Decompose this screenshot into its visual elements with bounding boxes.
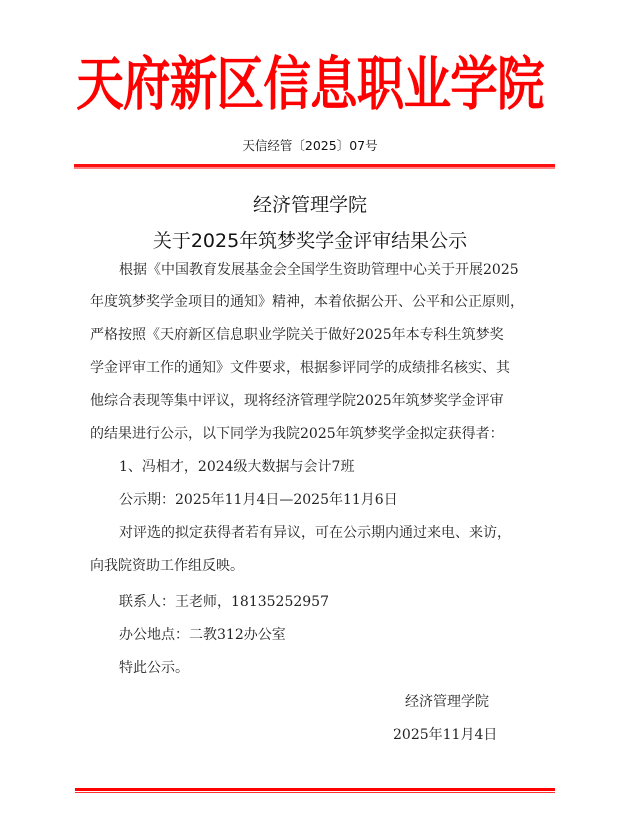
signature-department: 经济管理学院 [405, 694, 489, 710]
department-heading: 经济管理学院 [252, 194, 367, 216]
office-location: 办公地点：二教312办公室 [119, 627, 286, 643]
body-paragraph-line: 学金评审工作的通知》文件要求，根据参评同学的成绩排名核实、其 [90, 360, 510, 376]
signature-date: 2025年11月4日 [393, 727, 498, 743]
document-number: 天信经管〔2025〕07号 [242, 138, 378, 153]
body-paragraph-line: 严格按照《天府新区信息职业学院关于做好2025年本专科生筑梦奖 [90, 327, 504, 343]
masthead [0, 48, 620, 120]
closing-statement: 特此公示。 [119, 660, 189, 676]
contact-person: 联系人：王老师，18135252957 [119, 594, 329, 610]
objection-notice-cont: 向我院资助工作组反映。 [90, 558, 244, 574]
publicity-period: 公示期：2025年11月4日—2025年11月6日 [119, 492, 398, 508]
objection-notice: 对评选的拟定获得者若有异议，可在公示期内通过来电、来访， [119, 525, 511, 541]
institution-title: 天府新区信息职业学院 [76, 50, 544, 118]
recipient-item: 1、冯相才，2024级大数据与会计7班 [119, 459, 355, 475]
body-paragraph-line: 的结果进行公示，以下同学为我院2025年筑梦奖学金拟定获得者： [90, 426, 504, 442]
body-paragraph-line: 根据《中国教育发展基金会全国学生资助管理中心关于开展2025 [119, 262, 519, 278]
notice-title: 关于2025年筑梦奖学金评审结果公示 [152, 230, 468, 252]
footer-divider [75, 788, 555, 791]
body-paragraph-line: 年度筑梦奖学金项目的通知》精神，本着依据公开、公平和公正原则， [90, 294, 524, 310]
header-divider-shadow [74, 167, 555, 169]
footer-divider-thin [75, 792, 555, 793]
body-paragraph-line: 他综合表现等集中评议，现将经济管理学院2025年筑梦奖学金评审 [90, 393, 504, 409]
